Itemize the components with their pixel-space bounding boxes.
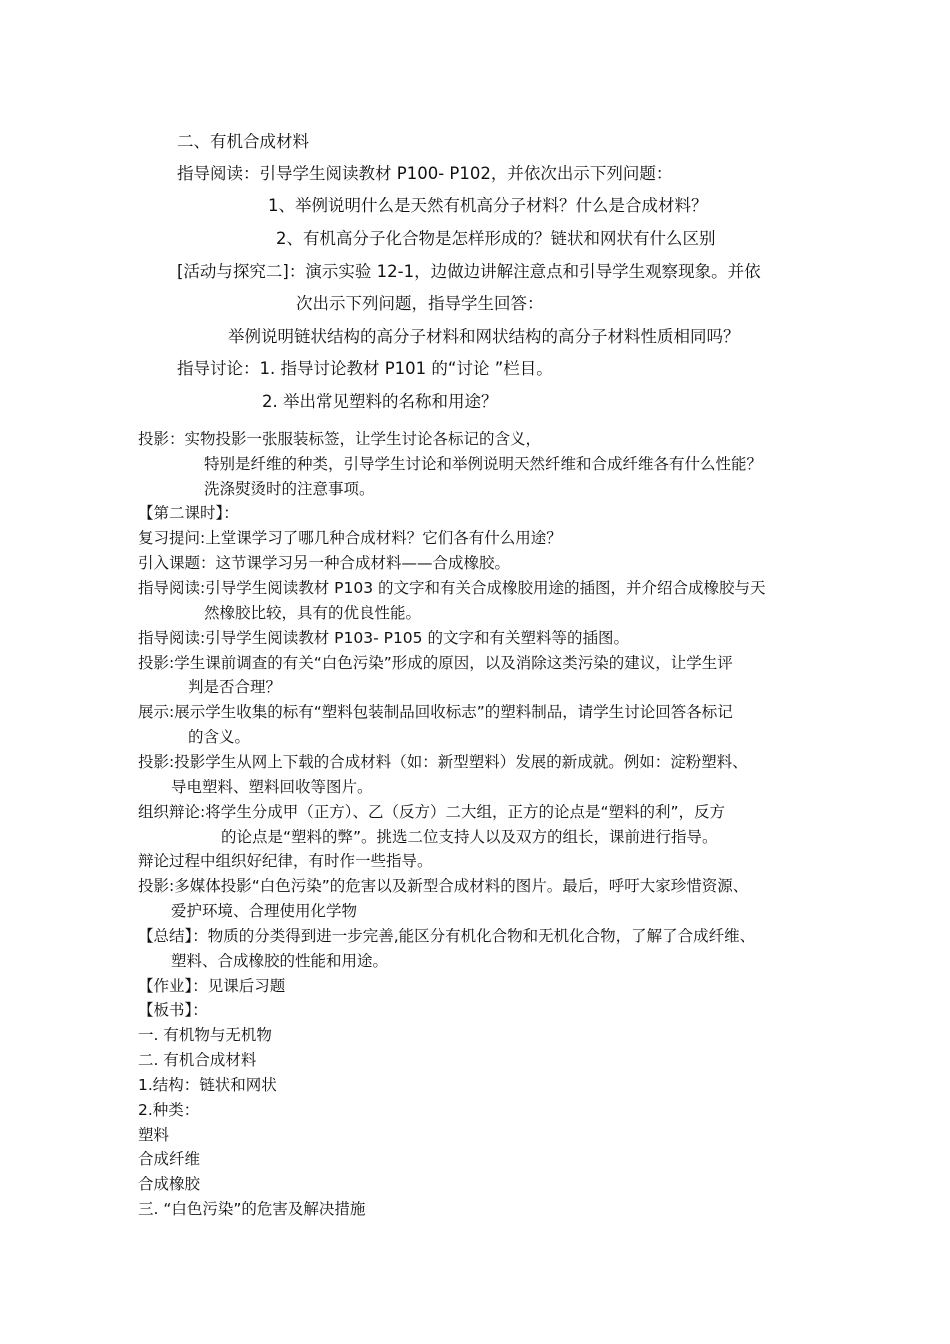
text-line: 投影:学生课前调查的有关“白色污染”形成的原因，以及消除这类污染的建议，让学生评 bbox=[138, 654, 733, 672]
text-line: 1、举例说明什么是天然有机高分子材料？什么是合成材料？ bbox=[268, 196, 708, 215]
text-line: 复习提问:上堂课学习了哪几种合成材料？它们各有什么用途？ bbox=[138, 529, 562, 547]
text-line: 塑料 bbox=[138, 1126, 170, 1144]
text-line: 二. 有机合成材料 bbox=[138, 1051, 257, 1069]
text-line: 辩论过程中组织好纪律，有时作一些指导。 bbox=[138, 852, 433, 870]
text-line: 一. 有机物与无机物 bbox=[138, 1026, 272, 1044]
text-line: 特别是纤维的种类，引导学生讨论和举例说明天然纤维和合成纤维各有什么性能？ bbox=[204, 455, 763, 473]
text-line: 投影:多媒体投影“白色污染”的危害以及新型合成材料的图片。最后，呼吁大家珍惜资源、 bbox=[138, 877, 749, 895]
text-line: 合成纤维 bbox=[138, 1150, 201, 1168]
text-line: 引入课题：这节课学习另一种合成材料——合成橡胶。 bbox=[138, 554, 511, 572]
text-line: 举例说明链状结构的高分子材料和网状结构的高分子材料性质相同吗？ bbox=[228, 327, 740, 346]
text-line: [活动与探究二]：演示实验 12-1，边做边讲解注意点和引导学生观察现象。并依 bbox=[177, 262, 761, 281]
text-line: 合成橡胶 bbox=[138, 1175, 201, 1193]
text-line: 次出示下列问题，指导学生回答： bbox=[296, 294, 544, 313]
text-line: 塑料、合成橡胶的性能和用途。 bbox=[171, 952, 389, 970]
text-line: 指导阅读:引导学生阅读教材 P103- P105 的文字和有关塑料等的插图。 bbox=[138, 629, 629, 647]
text-line: 的含义。 bbox=[188, 728, 251, 746]
text-line: 三. “白色污染”的危害及解决措施 bbox=[138, 1200, 366, 1218]
text-line: 导电塑料、塑料回收等图片。 bbox=[171, 778, 373, 796]
text-line: 投影:投影学生从网上下载的合成材料（如：新型塑料）发展的新成就。例如：淀粉塑料、 bbox=[138, 753, 748, 771]
text-line: 1.结构：链状和网状 bbox=[138, 1076, 277, 1094]
text-line: 2.种类： bbox=[138, 1101, 200, 1119]
text-line: 组织辩论:将学生分成甲（正方）、乙（反方）二大组，正方的论点是“塑料的利”，反方 bbox=[138, 803, 726, 821]
text-line: 投影：实物投影一张服装标签，让学生讨论各标记的含义， bbox=[138, 430, 542, 448]
section-heading: 二、有机合成材料 bbox=[177, 132, 309, 151]
text-line: 展示:展示学生收集的标有“塑料包装制品回收标志”的塑料制品，请学生讨论回答各标记 bbox=[138, 703, 733, 721]
text-line: 【总结】：物质的分类得到进一步完善,能区分有机化合物和无机化合物，了解了合成纤维、 bbox=[138, 927, 756, 945]
text-line: 判是否合理？ bbox=[188, 678, 282, 696]
text-line: 2、有机高分子化合物是怎样形成的？链状和网状有什么区别 bbox=[276, 229, 716, 248]
text-line: 的论点是“塑料的弊”。挑选二位支持人以及双方的组长，课前进行指导。 bbox=[221, 828, 718, 846]
text-line: 洗涤熨烫时的注意事项。 bbox=[204, 480, 375, 498]
text-line: 指导讨论：1. 指导讨论教材 P101 的“讨论 ”栏目。 bbox=[177, 359, 553, 378]
text-line: 【第二课时】： bbox=[138, 504, 239, 522]
text-line: 2. 举出常见塑料的名称和用途？ bbox=[262, 392, 498, 411]
text-line: 【作业】：见课后习题 bbox=[138, 977, 286, 995]
text-line: 【板书】： bbox=[138, 1001, 208, 1019]
text-line: 指导阅读：引导学生阅读教材 P100- P102，并依次出示下列问题： bbox=[177, 164, 673, 183]
text-line: 然橡胶比较，具有的优良性能。 bbox=[204, 604, 422, 622]
text-line: 爱护环境、合理使用化学物 bbox=[171, 902, 358, 920]
text-line: 指导阅读:引导学生阅读教材 P103 的文字和有关合成橡胶用途的插图，并介绍合成橡胶与天 bbox=[138, 579, 766, 597]
